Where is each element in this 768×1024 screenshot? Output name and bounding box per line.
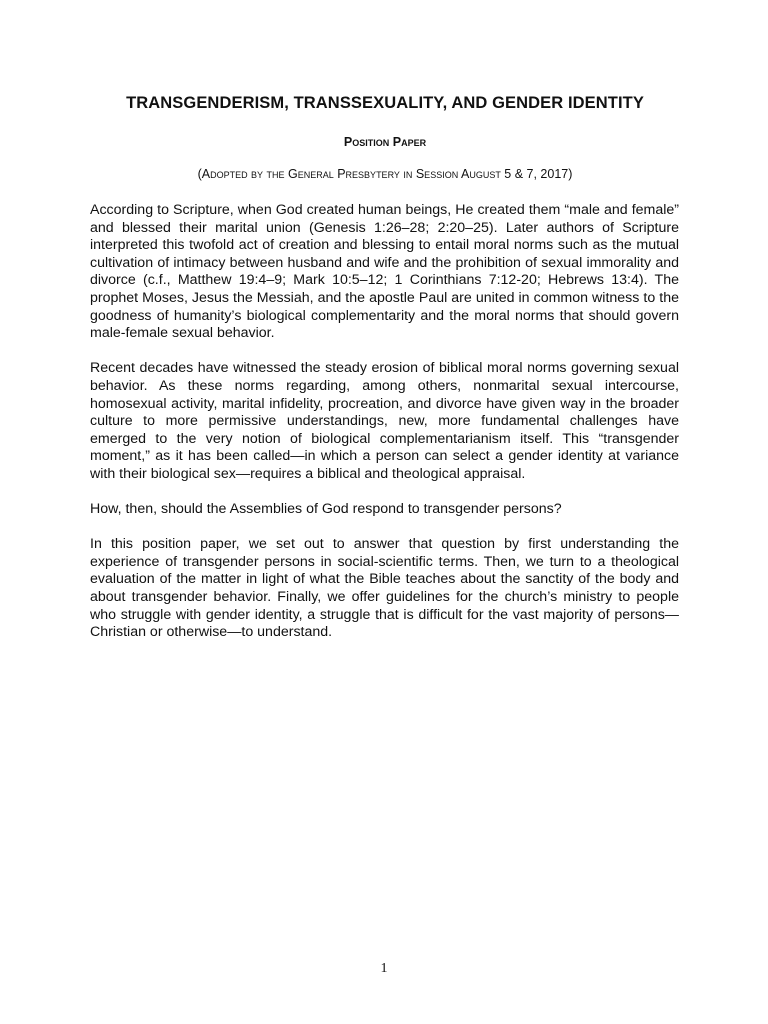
document-title: TRANSGENDERISM, TRANSSEXUALITY, AND GENDER IDENTITY (126, 94, 644, 112)
adoption-note: (Adopted by the General Presbytery in Session August 5 & 7, 2017) (197, 167, 573, 181)
body-paragraph: How, then, should the Assemblies of God respond to transgender persons? (90, 501, 562, 518)
document-body (90, 202, 679, 659)
page-number: 1 (380, 961, 388, 976)
body-paragraph: In this position paper, we set out to answer that question by first understanding the experience of transgender persons in social-scientific terms. Then, we turn to a theological evaluation of the matter in light of what the Bible teaches about the sanctity of the body and about transgender behavior. Finally, we offer guidelines for the church’s ministry to people who struggle with gender identity, a struggle that is difficult for the vast majority of persons—Christian or otherwise—to understand. (90, 536, 679, 641)
body-paragraph: According to Scripture, when God created human beings, He created them “male and female” and blessed their marital union (Genesis 1:26–28; 2:20–25). Later authors of Scripture interpreted this twofold act of creation and blessing to entail moral norms such as the mutual cultivation of intimacy between husband and wife and the prohibition of sexual immorality and divorce (c.f., Matthew 19:4–9; Mark 10:5–12; 1 Corinthians 7:12-20; Hebrews 13:4). The prophet Moses, Jesus the Messiah, and the apostle Paul are united in common witness to the goodness of humanity’s biological complementarity and the moral norms that should govern male-female sexual behavior. (90, 202, 679, 342)
document-subtitle: Position Paper (343, 135, 427, 149)
body-paragraph: Recent decades have witnessed the steady erosion of biblical moral norms governing sexual behavior. As these norms regarding, among others, nonmarital sexual intercourse, homosexual activity, marital infidelity, procreation, and divorce have given way in the broader culture to more permissive understandings, new, more fundamental challenges have emerged to the very notion of biological complementarianism itself. This “transgender moment,” as it has been called—in which a person can select a gender identity at variance with their biological sex—requires a biblical and theological appraisal. (90, 360, 679, 482)
